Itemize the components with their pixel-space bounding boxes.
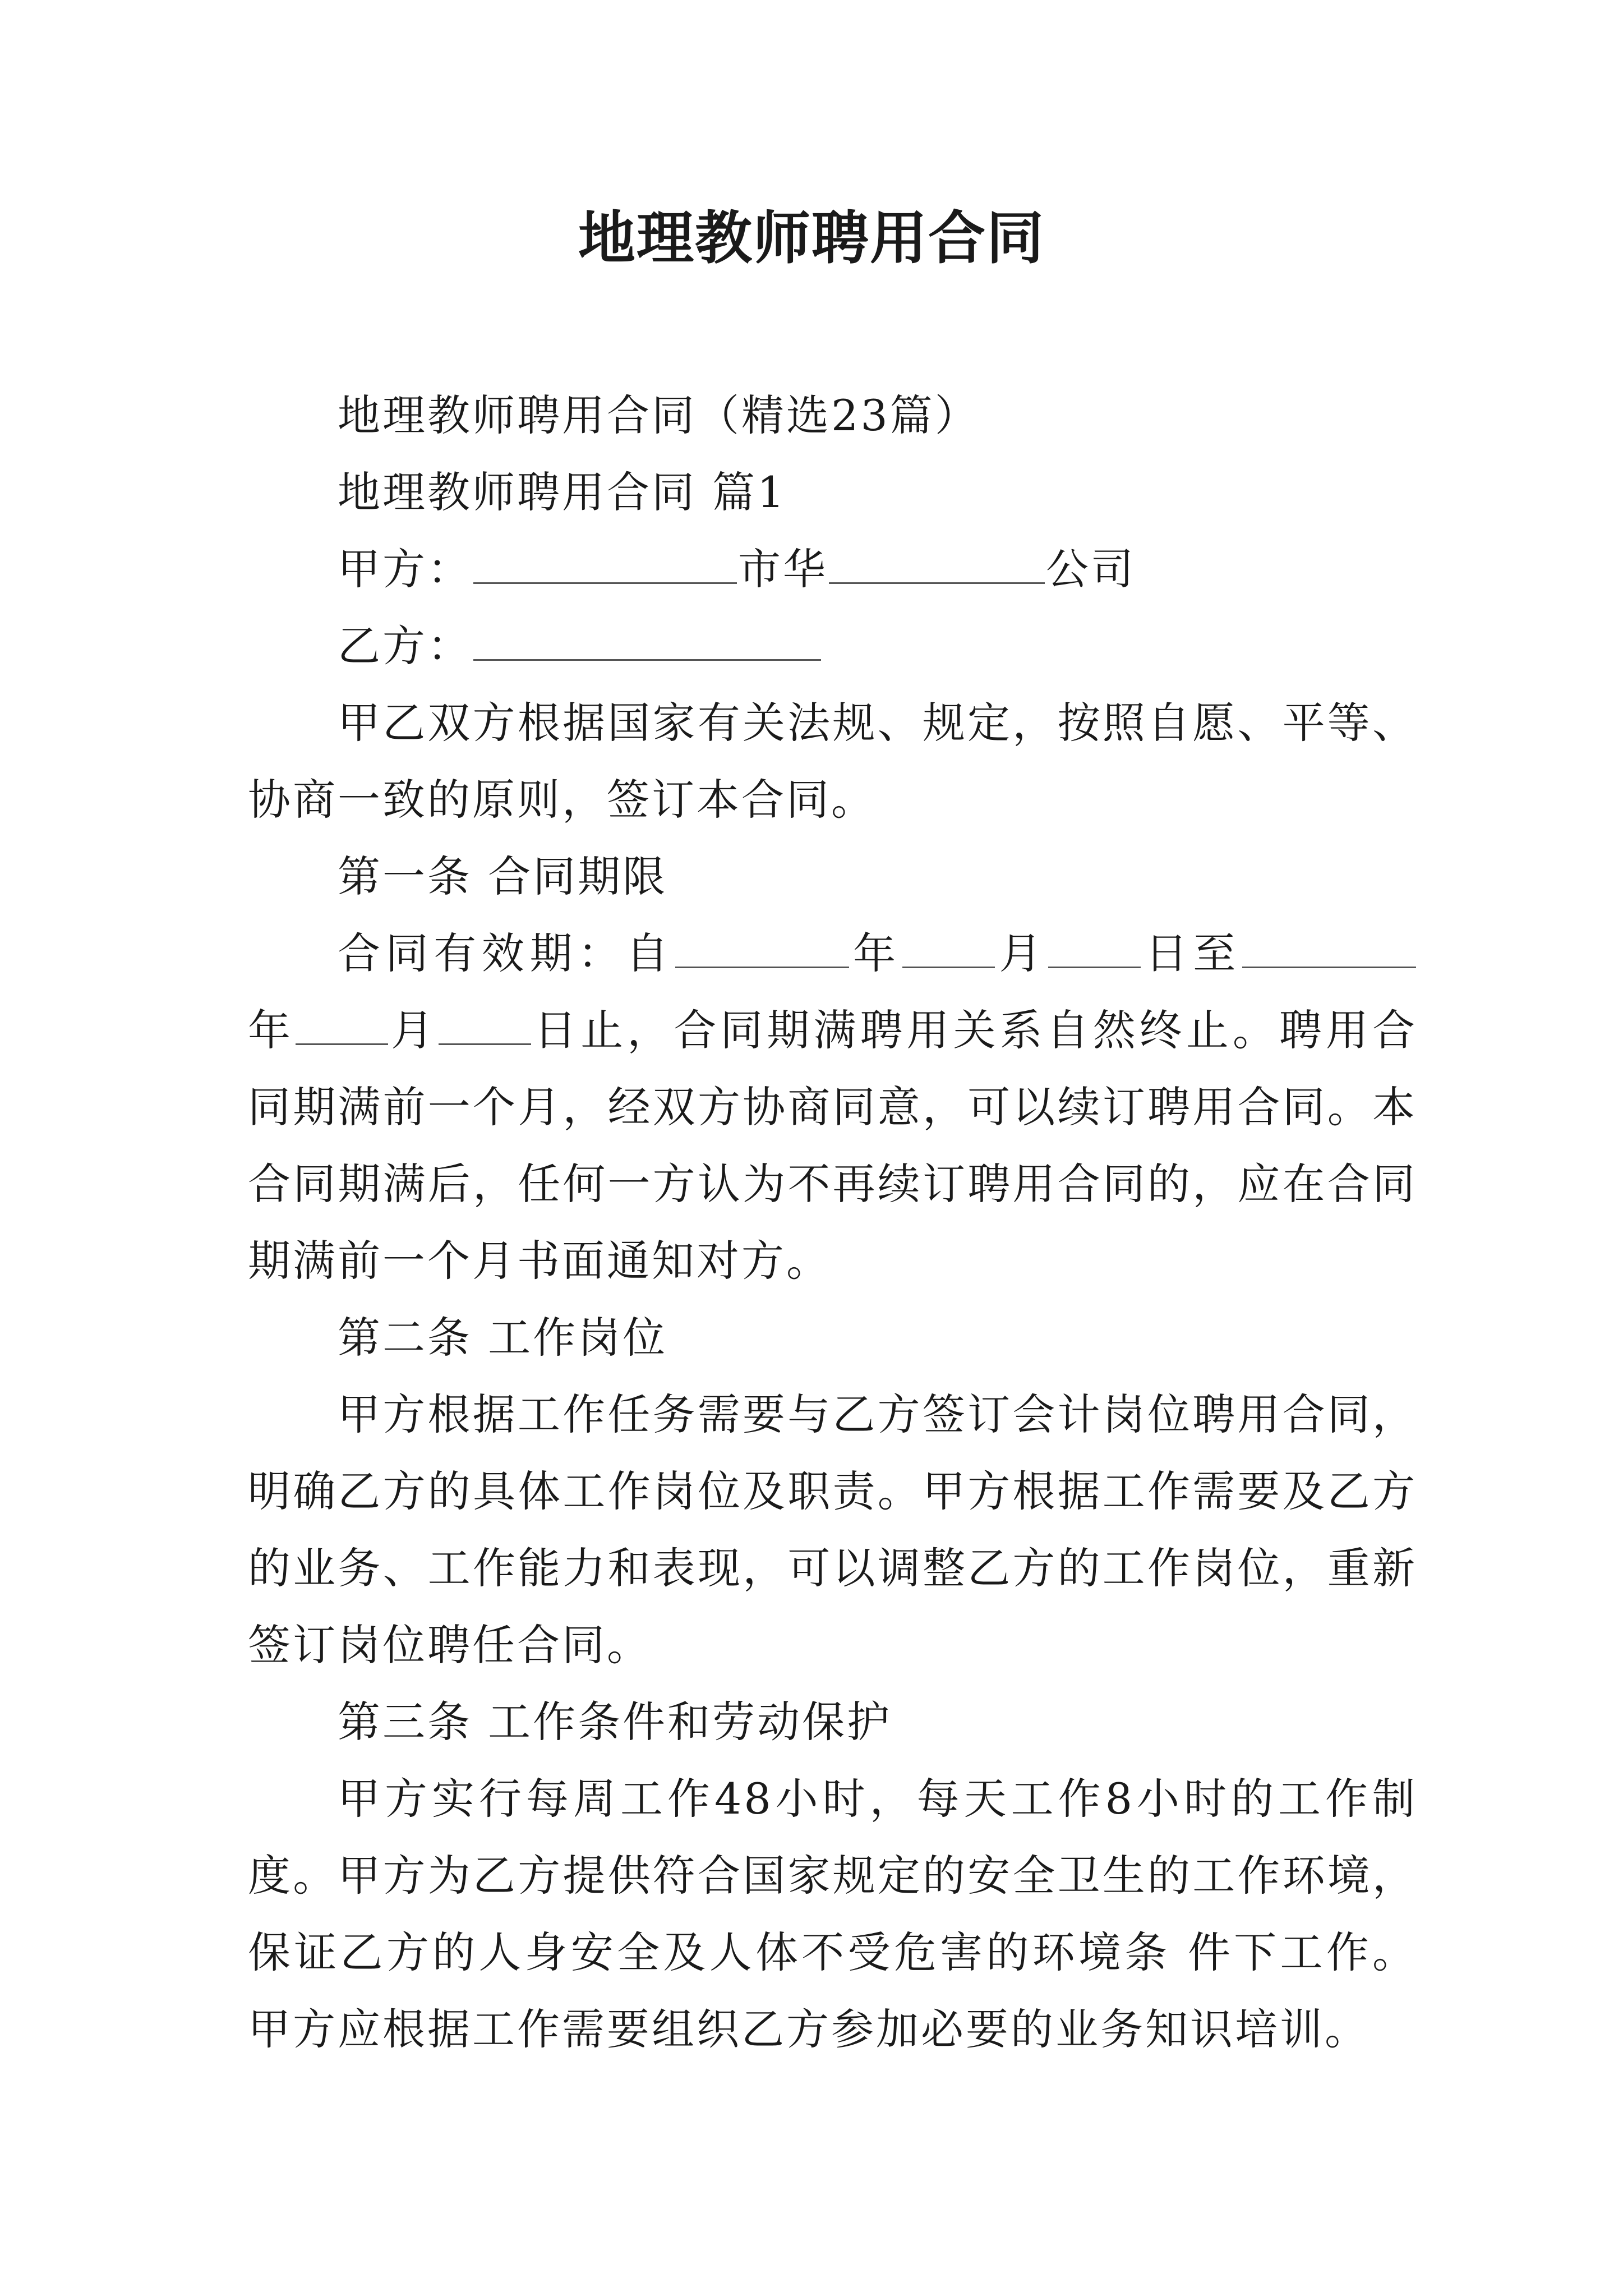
art1-day-to: 日至 xyxy=(1142,928,1242,978)
art1-start: 合同有效期：自 xyxy=(338,928,674,978)
start-day-blank xyxy=(1048,927,1141,968)
article-1-paragraph xyxy=(248,915,1417,1299)
party-b-line xyxy=(248,608,1417,684)
party-b-label: 乙方： xyxy=(338,621,472,671)
party-a-end: 公司 xyxy=(1046,544,1136,594)
start-year-blank xyxy=(675,927,849,968)
article-2-heading: 第二条 工作岗位 xyxy=(338,1313,668,1363)
party-b-blank xyxy=(473,620,821,661)
art1-rest: 日止，合同期满聘用关系自然终止。聘用合同期满前一个月，经双方协商同意，可以续订聘用合同。本合同期满后，任何一方认为不再续订聘用合同的，应在合同期满前一个月书面通知对方。 xyxy=(248,1005,1418,1286)
article-3-heading: 第三条 工作条件和劳动保护 xyxy=(338,1697,892,1747)
article-1-heading: 第一条 合同期限 xyxy=(338,852,668,901)
article-3-paragraph: 甲方实行每周工作48小时，每天工作8小时的工作制度。甲方为乙方提供符合国家规定的安全卫生的工作环境，保证乙方的人身安全及人体不受危害的环境条 件下工作。甲方应根据工作需要组织乙方参加必要的业务知识培训。 xyxy=(248,1774,1417,2054)
document-title: 地理教师聘用合同 xyxy=(578,205,1045,272)
end-year-blank xyxy=(1242,927,1416,968)
party-a-mid: 市华 xyxy=(738,544,828,594)
subtitle: 地理教师聘用合同（精选23篇） xyxy=(338,390,980,440)
art1-month2: 月 xyxy=(389,1005,438,1055)
art1-year2: 年 xyxy=(248,1005,295,1055)
intro-paragraph: 甲乙双方根据国家有关法规、规定，按照自愿、平等、协商一致的原则，签订本合同。 xyxy=(248,698,1417,825)
party-a-blank-2 xyxy=(829,543,1045,584)
party-a-blank-1 xyxy=(473,543,737,584)
party-a-label: 甲方： xyxy=(338,544,472,594)
document-body xyxy=(248,377,1417,2068)
party-a-line xyxy=(248,531,1417,608)
section-heading: 地理教师聘用合同 篇1 xyxy=(338,467,787,517)
art1-month: 月 xyxy=(995,928,1048,978)
end-day-blank xyxy=(439,1004,531,1045)
start-month-blank xyxy=(902,927,995,968)
article-2-paragraph: 甲方根据工作任务需要与乙方签订会计岗位聘用合同，明确乙方的具体工作岗位及职责。甲方根据工作需要及乙方的业务、工作能力和表现，可以调整乙方的工作岗位，重新签订岗位聘任合同。 xyxy=(248,1389,1417,1670)
end-month-blank xyxy=(296,1004,388,1045)
art1-year: 年 xyxy=(850,928,901,978)
